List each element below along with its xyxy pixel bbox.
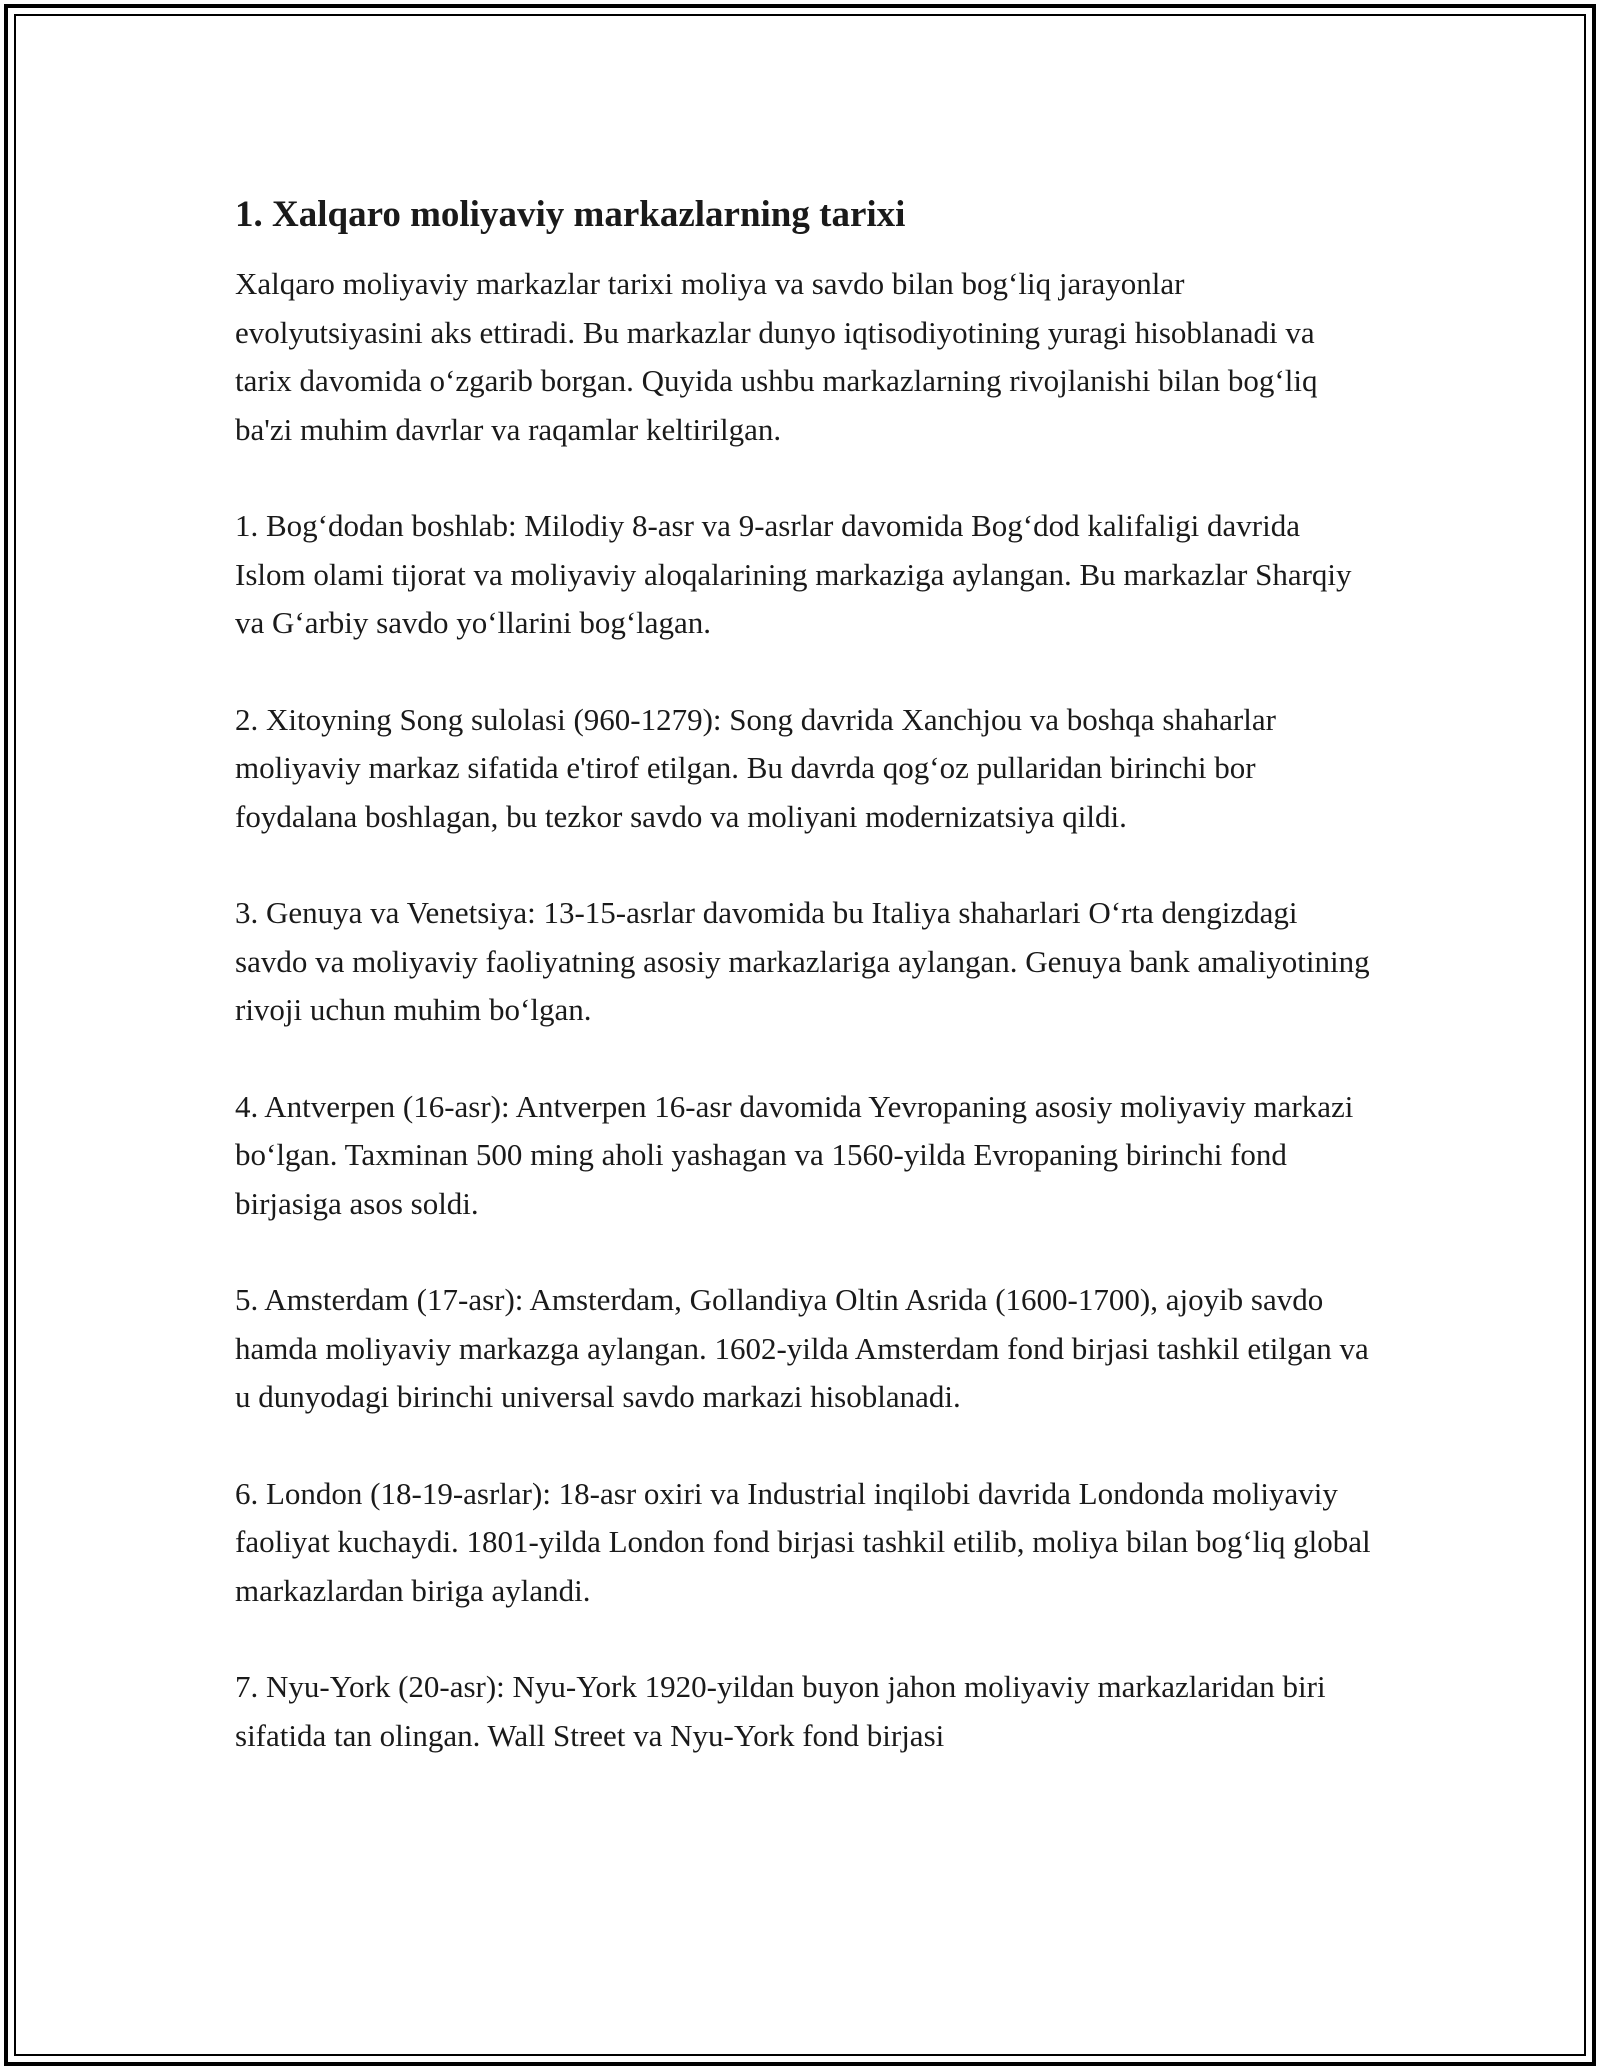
list-item-genoa-venice: 3. Genuya va Venetsiya: 13-15-asrlar davomida bu Italiya shaharlari O‘rta dengizdagi savdo va moliyaviy faoliyatning asosiy markazlariga aylangan. Genuya bank amaliyotining rivoji uchun muhim bo‘lgan. [235,895,1370,1027]
list-item-baghdad: 1. Bog‘dodan boshlab: Milodiy 8-asr va 9-asrlar davomida Bog‘dod kalifaligi davrida Islom olami tijorat va moliyaviy aloqalarining markaziga aylangan. Bu markazlar Sharqiy va G‘arbiy savdo yo‘llarini bog‘lagan. [235,508,1352,640]
section-heading: 1. Xalqaro moliyaviy markazlarning tarixi [235,194,906,235]
list-item-new-york: 7. Nyu-York (20-asr): Nyu-York 1920-yildan buyon jahon moliyaviy markazlaridan biri sifatida tan olingan. Wall Street va Nyu-York fond birjasi [235,1669,1326,1753]
list-item-antwerp: 4. Antverpen (16-asr): Antverpen 16-asr davomida Yevropaning asosiy moliyaviy markazi bo‘lgan. Taxminan 500 ming aholi yashagan va 1560-yilda Evropaning birinchi fond birjasiga asos soldi. [235,1088,1354,1221]
intro-paragraph: Xalqaro moliyaviy markazlar tarixi moliya va savdo bilan bog‘liq jarayonlar evolyutsiyasini aks ettiradi. Bu markazlar dunyo iqtisodiyotining yuragi hisoblanadi va tarix davomida o‘zgarib borgan. Quyida ushbu markazlarning rivojlanishi bilan bog‘liq ba'zi muhim davrlar va raqamlar keltirilgan. [235,266,1318,447]
list-item-amsterdam: 5. Amsterdam (17-asr): Amsterdam, Gollandiya Oltin Asrida (1600-1700), ajoyib savdo hamda moliyaviy markazga aylangan. 1602-yilda Amsterdam fond birjasi tashkil etilgan va u dunyodagi birinchi universal savdo markazi hisoblanadi. [235,1282,1369,1414]
list-item-song-dynasty: 2. Xitoyning Song sulolasi (960-1279): Song davrida Xanchjou va boshqa shaharlar moliyaviy markaz sifatida e'tirof etilgan. Bu davrda qog‘oz pullaridan birinchi bor foydalana boshlagan, bu tezkor savdo va moliyani modernizatsiya qildi. [235,701,1276,834]
list-item-london: 6. London (18-19-asrlar): 18-asr oxiri va Industrial inqilobi davrida Londonda moliyaviy faoliyat kuchaydi. 1801-yilda London fond birjasi tashkil etilib, moliya bilan bog‘liq global markazlardan biriga aylandi. [235,1475,1371,1608]
document-body [235,190,1375,1808]
